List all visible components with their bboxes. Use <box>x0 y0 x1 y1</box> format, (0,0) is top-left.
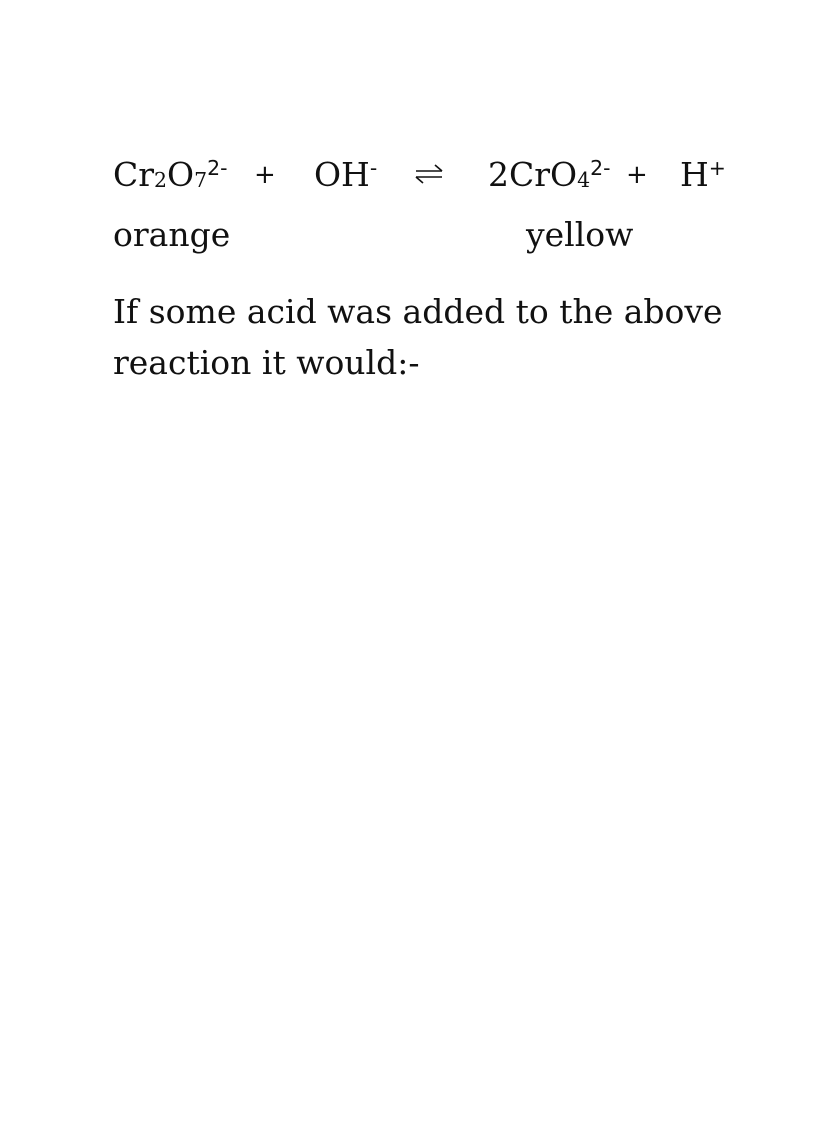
label-orange: orange <box>113 215 231 254</box>
equilibrium-arrow-icon <box>414 163 444 185</box>
question-text: If some acid was added to the above reaction it would:- <box>113 292 723 382</box>
chemical-equation <box>0 150 829 200</box>
product-chromate: 2CrO$_4^{2-}$ <box>488 155 611 194</box>
product-hydrogen-ion: H+ <box>680 155 726 194</box>
reactant-dichromate: $Cr_2O_7^{2-}$ <box>113 155 228 194</box>
plus-sign: + <box>254 160 276 190</box>
reactant-hydroxide: OH- <box>314 155 378 194</box>
label-yellow: yellow <box>526 215 634 254</box>
plus-sign: + <box>626 160 648 190</box>
